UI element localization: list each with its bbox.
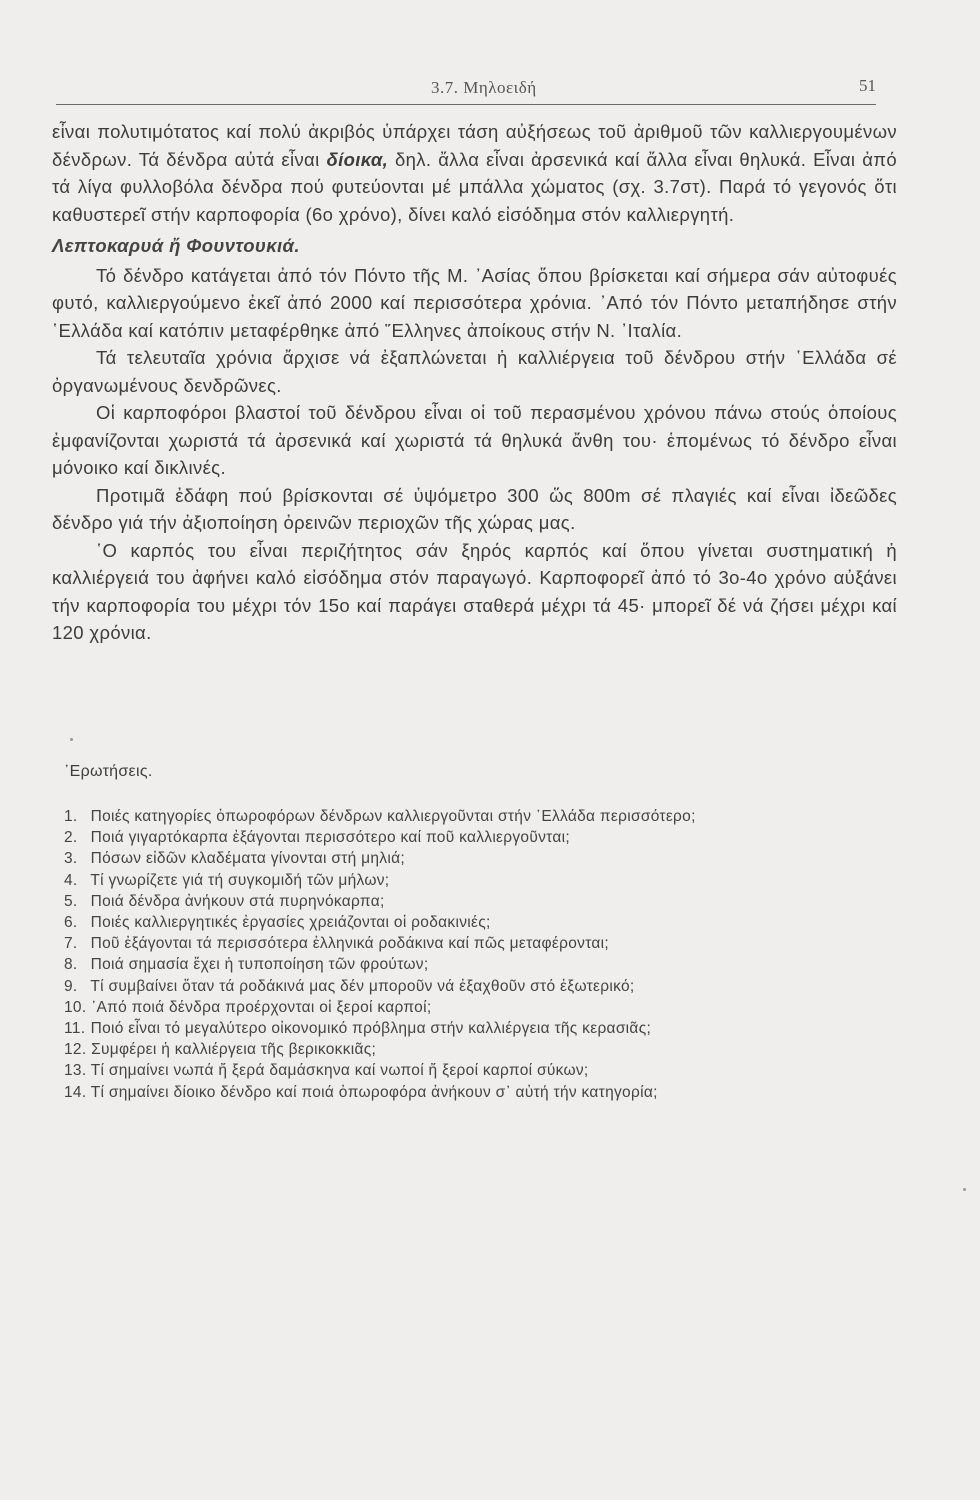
- print-speck: [70, 738, 73, 741]
- question-text: Ποιές καλλιεργητικές ἐργασίες χρειάζονται οἱ ροδακινιές;: [90, 914, 491, 932]
- subsection-heading: Λεπτοκαρυά ἤ Φουντουκιά.: [52, 235, 300, 256]
- paragraph: Τά τελευταῖα χρόνια ἄρχισε νά ἐξαπλώνεται ἡ καλλιέργεια τοῦ δένδρου στήν ῾Ελλάδα σέ ὀργανωμένους δενδρῶνες.: [52, 347, 897, 396]
- question-number: 9.: [64, 977, 78, 995]
- question-text: Ποῦ ἐξάγονται τά περισσότερα ἑλληνικά ροδάκινα καί πῶς μεταφέρονται;: [90, 935, 610, 953]
- question-number: 12.: [64, 1041, 87, 1059]
- questions-heading: ᾿Ερωτήσεις.: [64, 763, 153, 780]
- bleed-through-texture: [76, 1175, 896, 1301]
- print-speck: [963, 1188, 966, 1191]
- question-item: [64, 912, 884, 933]
- header-divider: [56, 104, 876, 105]
- question-text: Ποιά γιγαρτόκαρπα ἐξάγονται περισσότερο καί ποῦ καλλιεργοῦνται;: [90, 829, 570, 847]
- question-number: 1.: [64, 808, 78, 825]
- question-item: [64, 976, 884, 997]
- question-item: [64, 933, 884, 954]
- question-text: Συμφέρει ἡ καλλιέργεια τῆς βερικοκκιᾶς;: [91, 1041, 377, 1059]
- question-item: [64, 1082, 884, 1103]
- question-text: Ποιά σημασία ἔχει ἡ τυποποίηση τῶν φρούτων;: [90, 956, 429, 974]
- question-number: 10.: [64, 998, 87, 1016]
- question-number: 8.: [64, 956, 78, 974]
- paragraph: Τό δένδρο κατάγεται ἀπό τόν Πόντο τῆς Μ. ᾿Ασίας ὅπου βρίσκεται καί σήμερα σάν αὐτοφυές φυτό, καλλιεργούμενο ἐκεῖ ἀπό 2000 καί περισσότερα χρόνια. ᾿Από τόν Πόντο μεταπήδησε στήν ῾Ελλάδα καί κατόπιν μεταφέρθηκε ἀπό ῞Ελληνες ἀποίκους στήν Ν. ᾿Ιταλία.: [52, 264, 897, 341]
- page-header: [56, 72, 876, 102]
- question-number: 6.: [64, 914, 78, 932]
- question-text: Ποιά δένδρα ἀνήκουν στά πυρηνόκαρπα;: [90, 892, 385, 910]
- question-item: [64, 954, 884, 975]
- question-item: [64, 997, 884, 1018]
- paragraph: ῾Ο καρπός του εἶναι περιζήτητος σάν ξηρός καρπός καί ὅπου γίνεται συστηματική ἡ καλλιέργειά του ἀφήνει καλό εἰσόδημα στόν παραγωγό. Καρποφορεῖ ἀπό τό 3ο-4ο χρόνο αὐξάνει τήν καρποφορία του μέχρι τόν 15ο καί παράγει σταθερά μέχρι τά 45· μπορεῖ δέ νά ζήσει μέχρι καί 120 χρόνια.: [52, 539, 897, 643]
- question-number: 3.: [64, 850, 78, 868]
- question-text: Πόσων εἰδῶν κλαδέματα γίνονται στή μηλιά;: [90, 850, 405, 868]
- questions-list: [64, 806, 884, 1103]
- question-text: Ποιές κατηγορίες ὀπωροφόρων δένδρων καλλιεργοῦνται στήν ῾Ελλάδα περισσότερο;: [90, 808, 696, 825]
- question-item: [64, 870, 884, 891]
- question-number: 2.: [64, 829, 78, 847]
- question-number: 13.: [64, 1062, 87, 1080]
- question-item: [64, 827, 884, 848]
- section-title: 3.7. Μηλοειδή: [431, 78, 537, 97]
- question-item: [64, 848, 884, 869]
- question-text: Τί σημαίνει δίοικο δένδρο καί ποιά ὀπωροφόρα ἀνήκουν σ᾿ αὐτή τήν κατηγορία;: [90, 1083, 658, 1101]
- question-text: Τί συμβαίνει ὅταν τά ροδάκινά μας δέν μποροῦν νά ἐξαχθοῦν στό ἐξωτερικό;: [90, 977, 635, 995]
- question-number: 7.: [64, 935, 78, 953]
- question-item: [64, 1018, 884, 1039]
- emphasis-term: δίοικα,: [326, 148, 389, 170]
- paragraph: Προτιμᾶ ἐδάφη πού βρίσκονται σέ ὑψόμετρο 300 ὥς 800m σέ πλαγιές καί εἶναι ἰδεῶδες δένδρο γιά τήν ἀξιοποίηση ὀρεινῶν περιοχῶν τῆς χώρας μας.: [52, 484, 897, 533]
- question-text: Τί σημαίνει νωπά ἤ ξερά δαμάσκηνα καί νωποί ἤ ξεροί καρποί σύκων;: [90, 1062, 589, 1080]
- question-text: Ποιό εἶναι τό μεγαλύτερο οἰκονομικό πρόβλημα στήν καλλιέργεια τῆς κερασιᾶς;: [90, 1020, 652, 1038]
- question-number: 14.: [64, 1083, 87, 1101]
- question-item: [64, 1039, 884, 1060]
- question-text: Τί γνωρίζετε γιά τή συγκομιδή τῶν μήλων;: [90, 871, 390, 889]
- question-number: 4.: [64, 871, 78, 889]
- question-item: [64, 806, 884, 827]
- question-item: [64, 891, 884, 912]
- main-text: [52, 118, 897, 647]
- paragraph-continuation: εἶναι πολυτιμότατος καί πολύ ἀκριβός ὑπάρχει τάση αὐξήσεως τοῦ ἀριθμοῦ τῶν καλλιεργουμένων δένδρων. Τά δένδρα αὐτά εἶναι δίοικα, δηλ. ἄλλα εἶναι ἀρσενικά καί ἄλλα εἶναι θηλυκά. Εἶναι ἀπό τά λίγα φυλλοβόλα δένδρα πού φυτεύονται μέ μπάλλα χώματος (σχ. 3.7στ). Παρά τό γεγονός ὅτι καθυστερεῖ στήν καρποφορία (6ο χρόνο), δίνει καλό εἰσόδημα στόν καλλιεργητή.: [52, 121, 897, 225]
- question-number: 11.: [64, 1020, 86, 1038]
- question-item: [64, 1060, 884, 1081]
- page-number: 51: [859, 76, 876, 95]
- question-text: ᾿Από ποιά δένδρα προέρχονται οἱ ξεροί καρποί;: [91, 998, 432, 1016]
- question-number: 5.: [64, 892, 78, 910]
- paragraph: Οἱ καρποφόροι βλαστοί τοῦ δένδρου εἶναι οἱ τοῦ περασμένου χρόνου πάνω στούς ὁποίους ἐμφανίζονται χωριστά τά ἀρσενικά καί χωριστά τά θηλυκά ἄνθη του· ἑπομένως τό δένδρο εἶναι μόνοικο καί δικλινές.: [52, 402, 897, 478]
